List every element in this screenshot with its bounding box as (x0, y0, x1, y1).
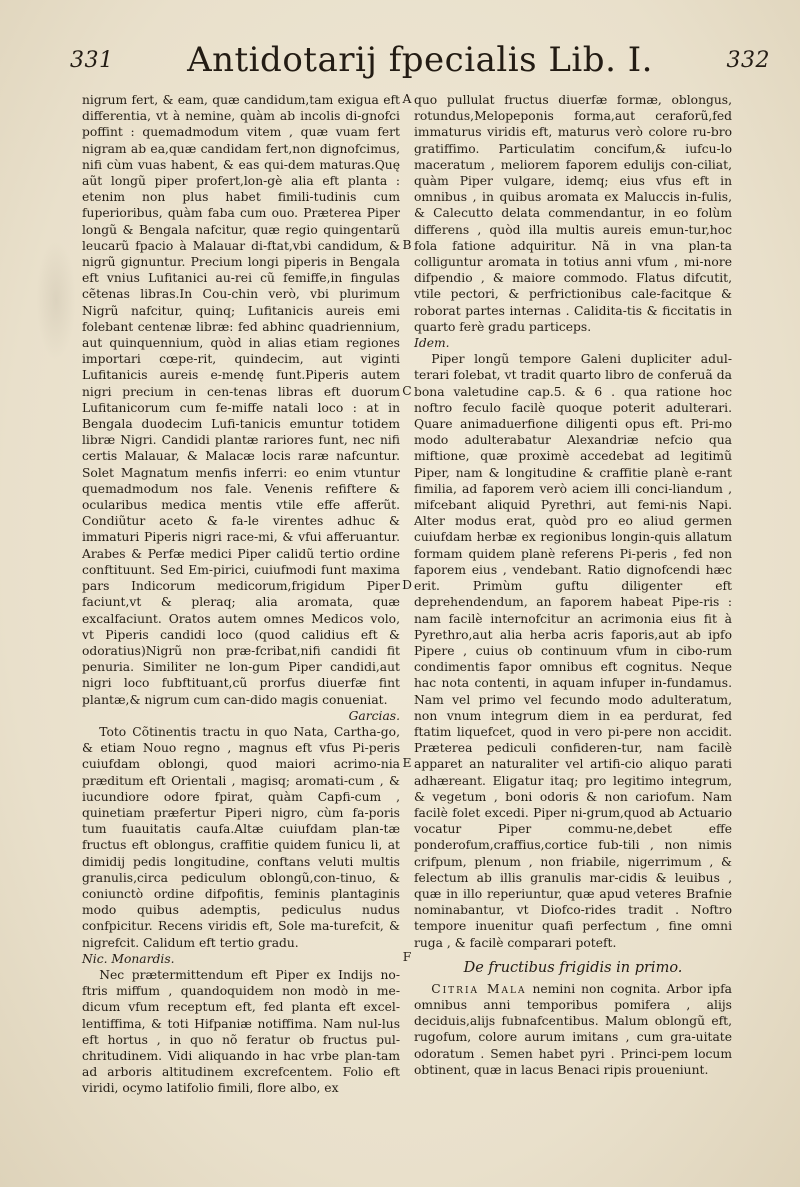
margin-letter-e: E (402, 756, 412, 770)
running-title: Antidotarij fpecialis Lib. I. (187, 40, 653, 80)
paragraph (414, 981, 732, 1078)
margin-letter-b: B (402, 238, 412, 252)
author-note: Nic. Monardis. (82, 951, 175, 966)
paragraph: Piper longũ tempore Galeni dupliciter adul-terari folebat, vt tradit quarto libro de conferuã da bona valetudine cap.5. & 6 . qua ratione hoc noftro feculo facilè quoque poterit adulterari. Quare animaduerfione diligenti opus eft. Pri-mo modo adulterabatur Alexandriæ nefcio qua miftione, quæ proximè accedebat ad legitimũ Piper, nam & longitudine & craffitie planè e-rant fimilia, ad faporem verò aciem illi conci-liandum , mifcebant aliquid Pyrethri, aut femi-nis Napi. Alter modus erat, quòd pro eo aliud germen cuiufdam herbæ ex regionibus longin-quis allatum formam quidem planè referens Pi-peris , fed non faporem eius , vendebant. Ratio dignofcendi hæc erit. Primùm guftu diligenter eft deprehendendum, an faporem habeat Pipe-ris : nam facilè internofcitur an acrimonia eius fit à Pyrethro,aut alia herba acris faporis,aut ab ipfo Pipere , cuius ob continuum vfum in cibo-rum condimentis fapor omnibus eft cognitus. Neque hac nota contenti, in aquam infuper in-fundamus. Nam vel primo vel fecundo modo adulteratum, non vnum integrum diem in ea perdurat, fed ftatim liquefcet, quod in vero pi-pere non accidit. Præterea pediculi confideren-tur, nam facilè apparet an naturaliter vel artifi-cio aliquo parati adhæreant. Eligatur itaq; pro legitimo integrum, & vegetum , boni odoris & non cariofum. Nam facilè folet excedi. Piper ni-grum,quod ab Actuario vocatur Piper commu-ne,debet effe ponderofum,craffius,cortice fub-tili , non nimis crifpum, plenum , non friabile, nigerrimum , & felectum ab illis granulis mar-cidis & leuibus , quæ in illo reperiuntur, quæ apud veteres Brafnie nominabantur, vt Diofco-rides tradit . Noftro tempore inuenitur quafi perfectum , fine omni ruga , & facilè comparari poteft. (414, 352, 732, 950)
right-column (414, 92, 732, 1078)
margin-letter-c: C (402, 384, 412, 398)
paragraph: quo pullulat fructus diuerfæ formæ, oblongus, rotundus,Melopeponis forma,aut ceraforũ,fed immaturus viridis eft, maturus verò colore ru-bro gratiffimo. Particulatim concifum,& iufcu-lo maceratum , meliorem faporem edulijs con-ciliat, quàm Piper vulgare, idemq; eius vfus eft in omnibus , in quibus aromata ex Maluccis in-fulis, & Calecutto delata commendantur, in eo folùm differens , quòd illa multis aureis emun-tur,hoc fola fatione adquiritur. Nã in vna plan-ta colliguntur aromata in totius anni vfum , mi-nore difpendio , & maiore commodo. Flatus difcutit, vtile pectori, & perfrictionibus cale-facitque & roborat partes internas . Calidita-tis & ficcitatis in quarto ferè gradu particeps. (414, 93, 732, 334)
author-note: Garcias. (348, 708, 400, 723)
margin-letter-f: F (402, 950, 412, 964)
page-number-right: 332 (726, 48, 770, 73)
paragraph: Toto Cõtinentis tractu in quo Nata, Cartha-go, & etiam Nouo regno , magnus eft vfus Pi-peris cuiufdam oblongi, quod maiori acrimo-nia præditum eft Orientali , magisq; aromati-cum , & iucundiore odore fpirat, quàm Capfi-cum , quinetiam præfertur Piperi nigro, cùm fa-poris tum fuauitatis caufa.Altæ cuiufdam plan-tæ fructus eft oblongus, craffitie quidem funicu li, at dimidij pedis longitudine, conftans veluti multis granulis,circa pediculum oblongũ,con-tinuo, & coniunctò ordine difpofitis, feminis plantaginis modo quibus ademptis, pediculus nudus confpicitur. Recens viridis eft, Sole ma-turefcit, & nigrefcit. Calidum eft tertio gradu. (82, 724, 400, 950)
paper-stain (36, 240, 76, 360)
margin-letter-a: A (402, 92, 412, 106)
margin-letter-d: D (402, 578, 412, 592)
section-heading: De fructibus frigidis in primo. (463, 959, 683, 976)
section-text: nemini non cognita. Arbor ipfa omnibus anni temporibus pomifera , alijs deciduis,alijs fubnafcentibus. Malum oblongũ eft, rugofum, colore aurum imitans , cum gra-uitate odoratum . Semen habet pyri . Princi-pem locum obtinent, quæ in lacus Benaci ripis prouenіunt. (414, 981, 732, 1077)
running-header (70, 40, 770, 90)
section-caps: Citria Mala (431, 981, 527, 996)
left-column (82, 92, 400, 1097)
paragraph: Nec prætermittendum eft Piper ex Indijs no-ftris miffum , quandoquidem non modò in me-dicum vfum receptum eft, fed planta eft excel-lentiffima, & toti Hifpaniæ notiffima. Nam nul-lus eft hortus , in quo nõ feratur ob fructus pul-chritudinem. Vidi aliquando in hac vrbe plan-tam ad arboris altitudinem excrefcentem. Folio eft viridi, ocymo latifolio fimili, flore albo, ex (82, 967, 400, 1096)
paragraph: nigrum fert, & eam, quæ candidum,tam exigua eft differentia, vt à nemine, quàm ab incolis di-gnofci poffint : quemadmodum vitem , quæ vuam fert nigram ab ea,quæ candidam fert,non dignofcimus, nifi cùm vuas habent, & eas qui-dem maturas.Quę aũt longũ piper profert,lon-gè alia eft planta : etenim non plus habet fimili-tudinis cum fuperioribus, quàm faba cum ouo. Præterea Piper longũ & Bengala nafcitur, quæ regio quingentarũ leucarũ fpacio à Malauar di-ftat,vbi candidum, & nigrũ gignuntur. Precium longi piperis in Bengala eft vnius Lufitanici au-rei cũ femiffe,in fingulas cẽtenas libras.In Cou-chin verò, vbi plurimum Nigrũ nafcitur, quinq; Lufitanicis aureis emi folebant centenæ libræ: fed abhinc quadriennium, aut quinquennium, quòd in alias etiam regiones importari cœpe-rit, quindecim, aut viginti Lufitanicis aureis e-mendę funt.Piperis autem nigri precium in cen-tenas libras eft duorum Lufitanicorum cum fe-miffe natali loco : at in Bengala duodecim Lufi-tanicis emuntur totidem libræ Nigri. Candidi plantæ rariores funt, nec nifi certis Malauar, & Malacæ locis raræ nafcuntur. Solet Magnatum menfis inferri: eo enim vtuntur quemadmodum nos fale. Venenis refiftere & ocularibus medica mentis vtile effe afferũt. Condiũtur aceto & fa-le virentes adhuc & immaturi Piperis nigri race-mi, & vfui afferuantur. Arabes & Perfæ medici Piper calidũ tertio ordine conftituunt. Sed Em-pirici, cuiufmodi funt maxima pars Indicorum medicorum,frigidum Piper faciunt,vt & pleraq; alia aromata, quæ excalfaciunt. Oratos autem omnes Medicos volo, vt Piperis candidi loco (quod calidius eft & odoratius)Nigrũ non præ-fcribat,nifi candidi fit penuria. Similiter ne lon-gum Piper candidi,aut nigri loco fubftituant,cũ prorfus diuerfæ fint plantæ,& nigrum cum can-dido magis conueniat. (82, 93, 400, 707)
author-note: Idem. (414, 336, 450, 351)
page-number-left: 331 (70, 48, 114, 73)
